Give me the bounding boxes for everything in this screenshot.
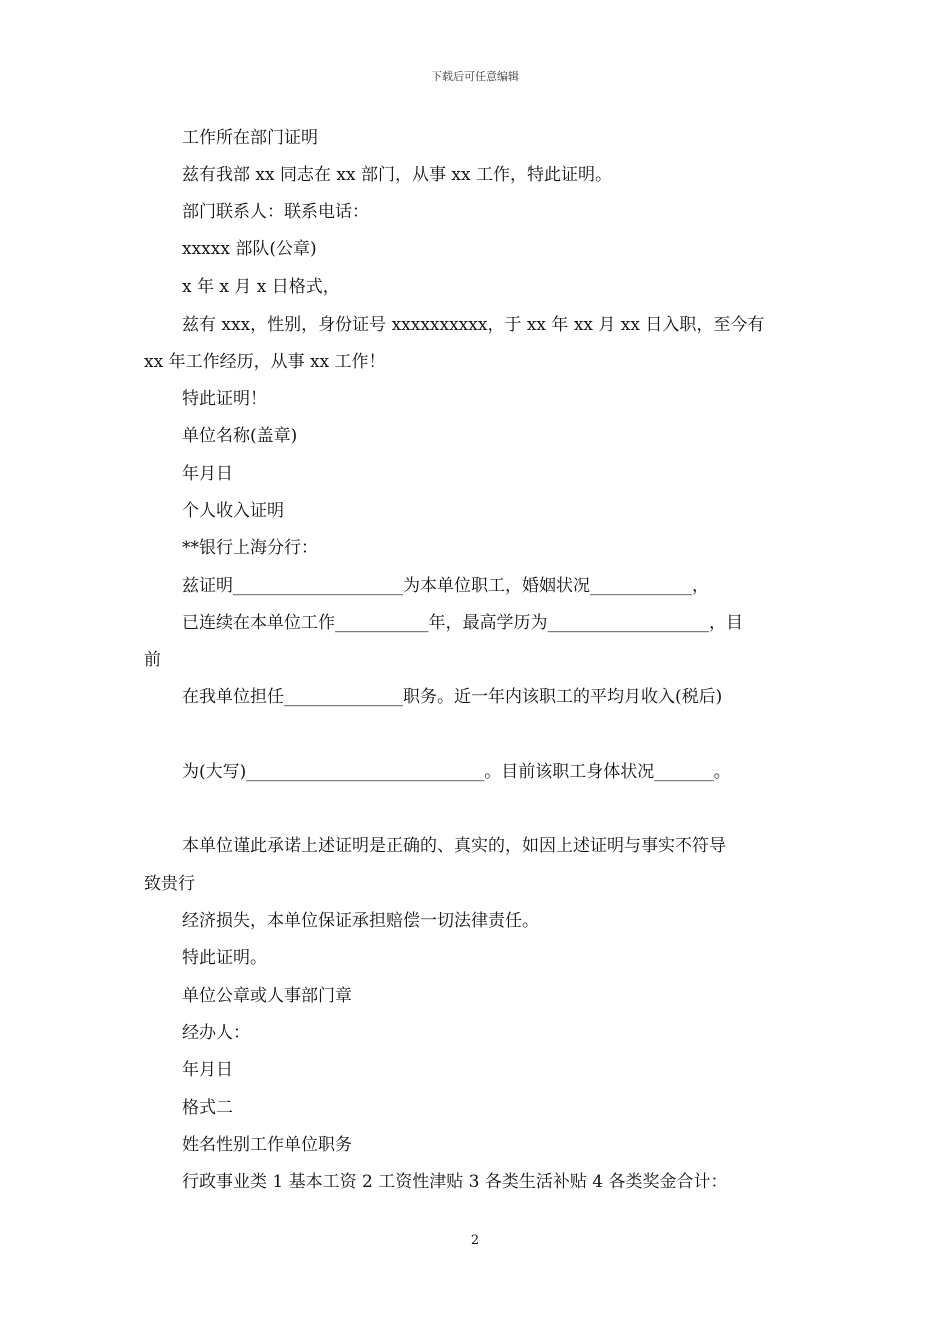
page-number: 2 bbox=[470, 1233, 480, 1248]
paragraph-line: 行政事业类 1 基本工资 2 工资性津贴 3 各类生活补贴 4 各类奖金合计： bbox=[182, 1172, 728, 1192]
paragraph-line: 致贵行 bbox=[144, 874, 195, 894]
paragraph-line: x 年 x 月 x 日格式， bbox=[182, 277, 340, 297]
paragraph-line: 年月日 bbox=[182, 464, 233, 484]
paragraph-line: 兹有我部 xx 同志在 xx 部门，从事 xx 工作，特此证明。 bbox=[182, 165, 612, 185]
paragraph-line: 年月日 bbox=[182, 1060, 233, 1080]
paragraph-line: 已连续在本单位工作___________年，最高学历为___________________，目 bbox=[182, 613, 743, 633]
paragraph-line: 特此证明！ bbox=[182, 389, 267, 409]
paragraph-line: 兹证明____________________为本单位职工，婚姻状况____________， bbox=[182, 576, 709, 596]
paragraph-line: 经济损失，本单位保证承担赔偿一切法律责任。 bbox=[182, 911, 539, 931]
paragraph-line: 部门联系人：联系电话： bbox=[182, 202, 369, 222]
paragraph-line: 本单位谨此承诺上述证明是正确的、真实的，如因上述证明与事实不符导 bbox=[182, 836, 726, 856]
paragraph-line: 格式二 bbox=[182, 1098, 233, 1118]
paragraph-line: 为(大写)____________________________。目前该职工身体状况_______。 bbox=[182, 762, 731, 782]
paragraph-line: 经办人： bbox=[182, 1023, 250, 1043]
paragraph-line: 工作所在部门证明 bbox=[182, 128, 318, 148]
paragraph-line: 在我单位担任______________职务。近一年内该职工的平均月收入(税后) bbox=[182, 687, 723, 707]
paragraph-line: 单位公章或人事部门章 bbox=[182, 986, 352, 1006]
paragraph-line: 前 bbox=[144, 650, 161, 670]
paragraph-line: 个人收入证明 bbox=[182, 501, 284, 521]
paragraph-line: xxxxx 部队(公章) bbox=[182, 239, 317, 259]
page-header: 下载后可任意编辑 bbox=[431, 70, 519, 83]
paragraph-line: 姓名性别工作单位职务 bbox=[182, 1135, 352, 1155]
paragraph-line: **银行上海分行： bbox=[182, 538, 318, 558]
paragraph-line: 兹有 xxx，性别，身份证号 xxxxxxxxxx，于 xx 年 xx 月 xx 日入职，至今有 bbox=[182, 315, 765, 335]
paragraph-line: 单位名称(盖章) bbox=[182, 426, 298, 446]
paragraph-line: xx 年工作经历，从事 xx 工作！ bbox=[144, 352, 386, 372]
paragraph-line: 特此证明。 bbox=[182, 948, 267, 968]
